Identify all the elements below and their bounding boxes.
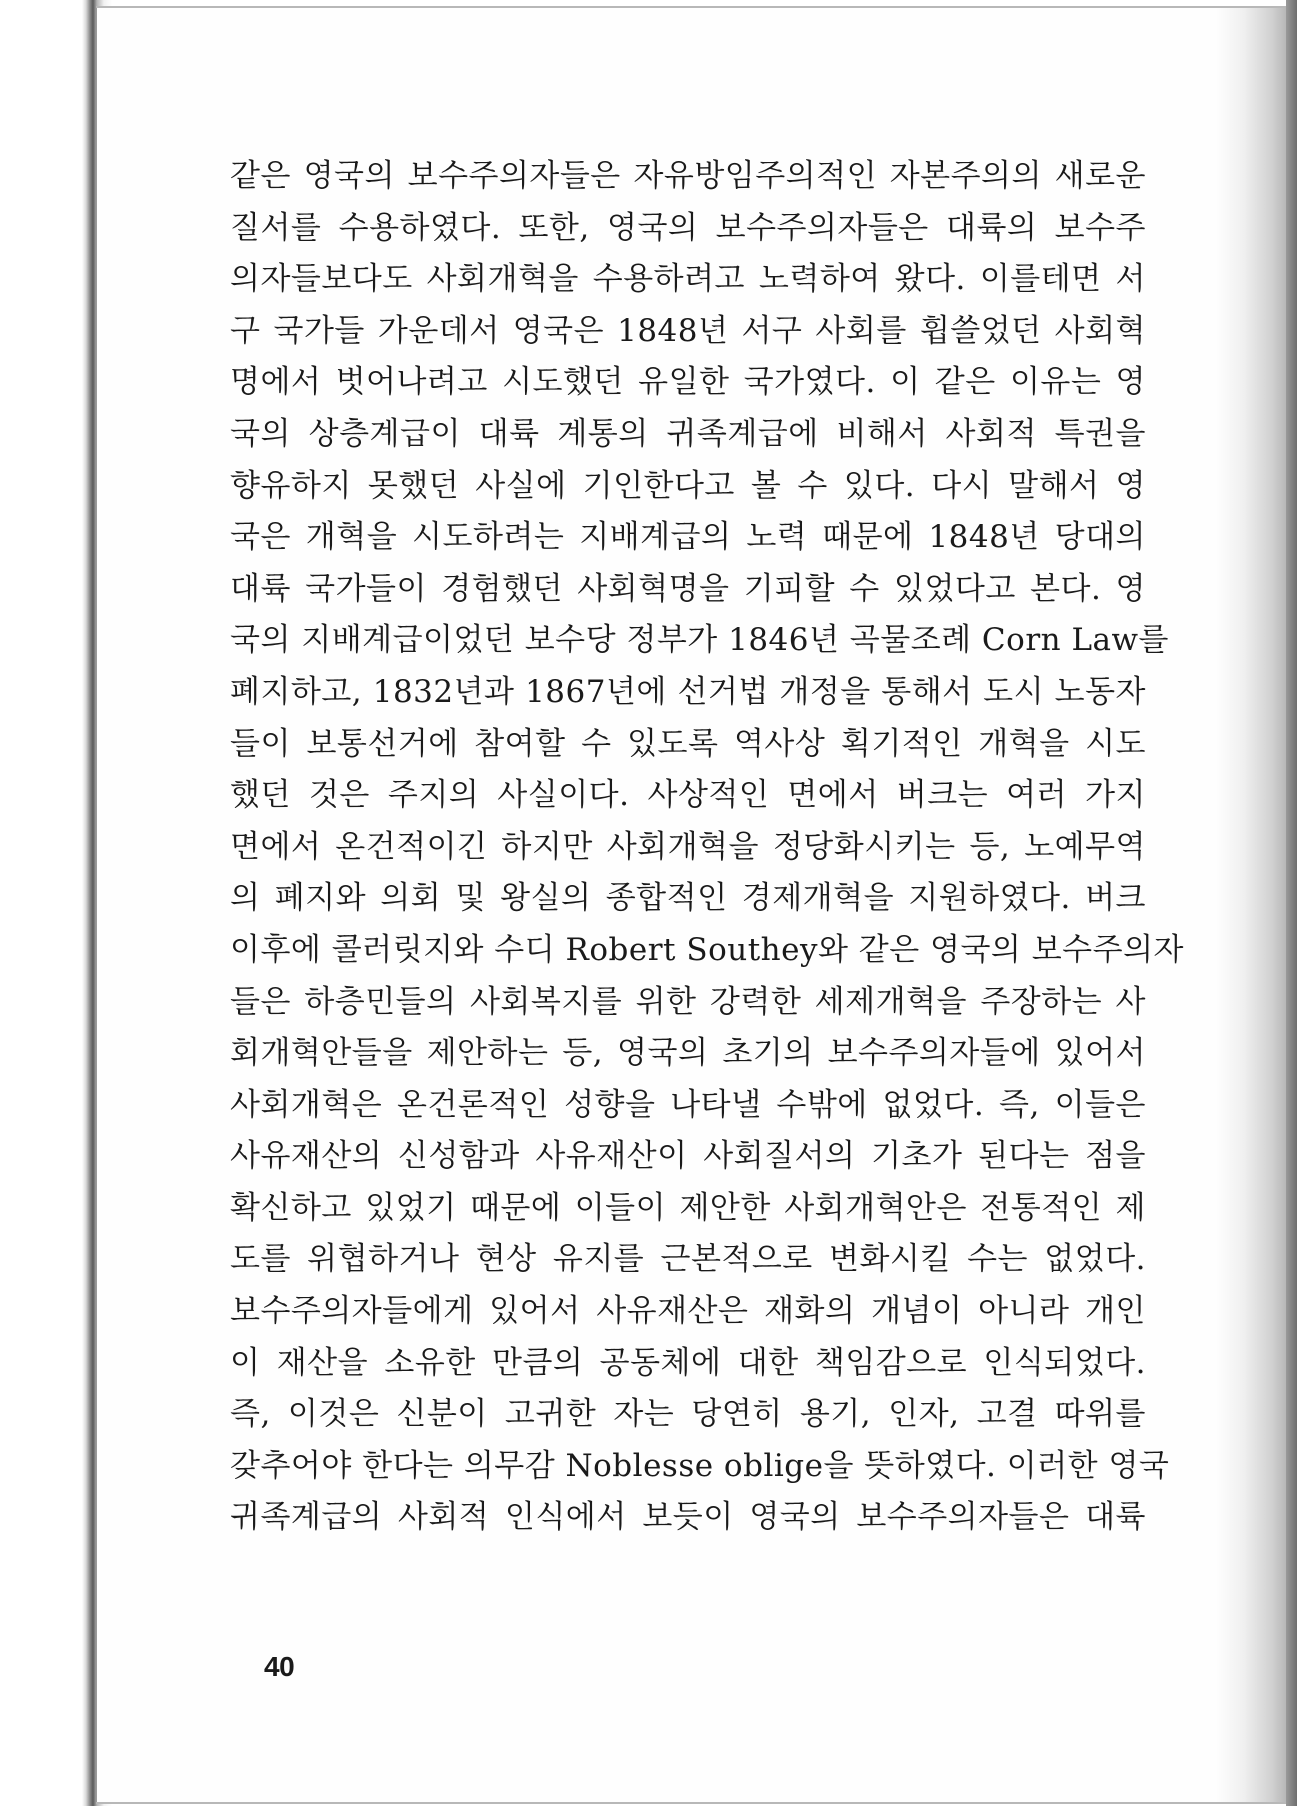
text-line: 같은 영국의 보수주의자들은 자유방임주의적인 자본주의의 새로운 <box>230 158 1146 194</box>
text-line: 대륙 국가들이 경험했던 사회혁명을 기피할 수 있었다고 본다. 영 <box>230 570 1146 607</box>
text-line: 즉, 이것은 신분이 고귀한 자는 당연히 용기, 인자, 고결 따위를 <box>230 1396 1146 1433</box>
text-line: 국은 개혁을 시도하려는 지배계급의 노력 때문에 1848년 당대의 <box>230 519 1146 556</box>
text-line: 면에서 온건적이긴 하지만 사회개혁을 정당화시키는 등, 노예무역 <box>230 828 1146 865</box>
page-right-edge <box>1286 0 1297 1806</box>
text-line: 했던 것은 주지의 사실이다. 사상적인 면에서 버크는 여러 가지 <box>230 777 1146 814</box>
text-line: 명에서 벗어나려고 시도했던 유일한 국가였다. 이 같은 이유는 영 <box>230 364 1146 401</box>
text-line: 보수주의자들에게 있어서 사유재산은 재화의 개념이 아니라 개인 <box>230 1293 1146 1330</box>
text-line: 사유재산의 신성함과 사유재산이 사회질서의 기초가 된다는 점을 <box>230 1138 1146 1175</box>
text-line: 들이 보통선거에 참여할 수 있도록 역사상 획기적인 개혁을 시도 <box>230 725 1146 762</box>
text-line: 사회개혁은 온건론적인 성향을 나타낼 수밖에 없었다. 즉, 이들은 <box>230 1086 1146 1123</box>
text-line: 회개혁안들을 제안하는 등, 영국의 초기의 보수주의자들에 있어서 <box>230 1035 1146 1072</box>
page-fold-shadow <box>1216 8 1286 1802</box>
text-line: 이후에 콜러릿지와 수디 Robert Southey와 같은 영국의 보수주의자 <box>230 931 1184 968</box>
text-line: 향유하지 못했던 사실에 기인한다고 볼 수 있다. 다시 말해서 영 <box>230 467 1146 504</box>
text-line: 폐지하고, 1832년과 1867년에 선거법 개정을 통해서 도시 노동자 <box>230 673 1146 710</box>
text-line: 귀족계급의 사회적 인식에서 보듯이 영국의 보수주의자들은 대륙 <box>230 1499 1146 1536</box>
text-line: 갖추어야 한다는 의무감 Noblesse oblige을 뜻하였다. 이러한 영국 <box>230 1447 1170 1484</box>
text-line: 국의 지배계급이었던 보수당 정부가 1846년 곡물조례 Corn Law를 <box>230 622 1170 659</box>
text-line: 의자들보다도 사회개혁을 수용하려고 노력하여 왔다. 이를테면 서 <box>230 261 1146 298</box>
text-line: 들은 하층민들의 사회복지를 위한 강력한 세제개혁을 주장하는 사 <box>230 983 1146 1020</box>
text-line: 확신하고 있었기 때문에 이들이 제안한 사회개혁안은 전통적인 제 <box>230 1189 1146 1226</box>
page-number: 40 <box>264 1651 295 1682</box>
text-line: 구 국가들 가운데서 영국은 1848년 서구 사회를 휩쓸었던 사회혁 <box>230 312 1146 349</box>
text-line: 이 재산을 소유한 만큼의 공동체에 대한 책임감으로 인식되었다. <box>230 1344 1146 1381</box>
text-line: 도를 위협하거나 현상 유지를 근본적으로 변화시킬 수는 없었다. <box>230 1241 1146 1278</box>
text-line: 국의 상층계급이 대륙 계통의 귀족계급에 비해서 사회적 특권을 <box>230 415 1146 452</box>
text-line: 질서를 수용하였다. 또한, 영국의 보수주의자들은 대륙의 보수주 <box>230 209 1146 246</box>
text-line: 의 폐지와 의회 및 왕실의 종합적인 경제개혁을 지원하였다. 버크 <box>230 880 1146 917</box>
body-text <box>230 151 1184 1544</box>
